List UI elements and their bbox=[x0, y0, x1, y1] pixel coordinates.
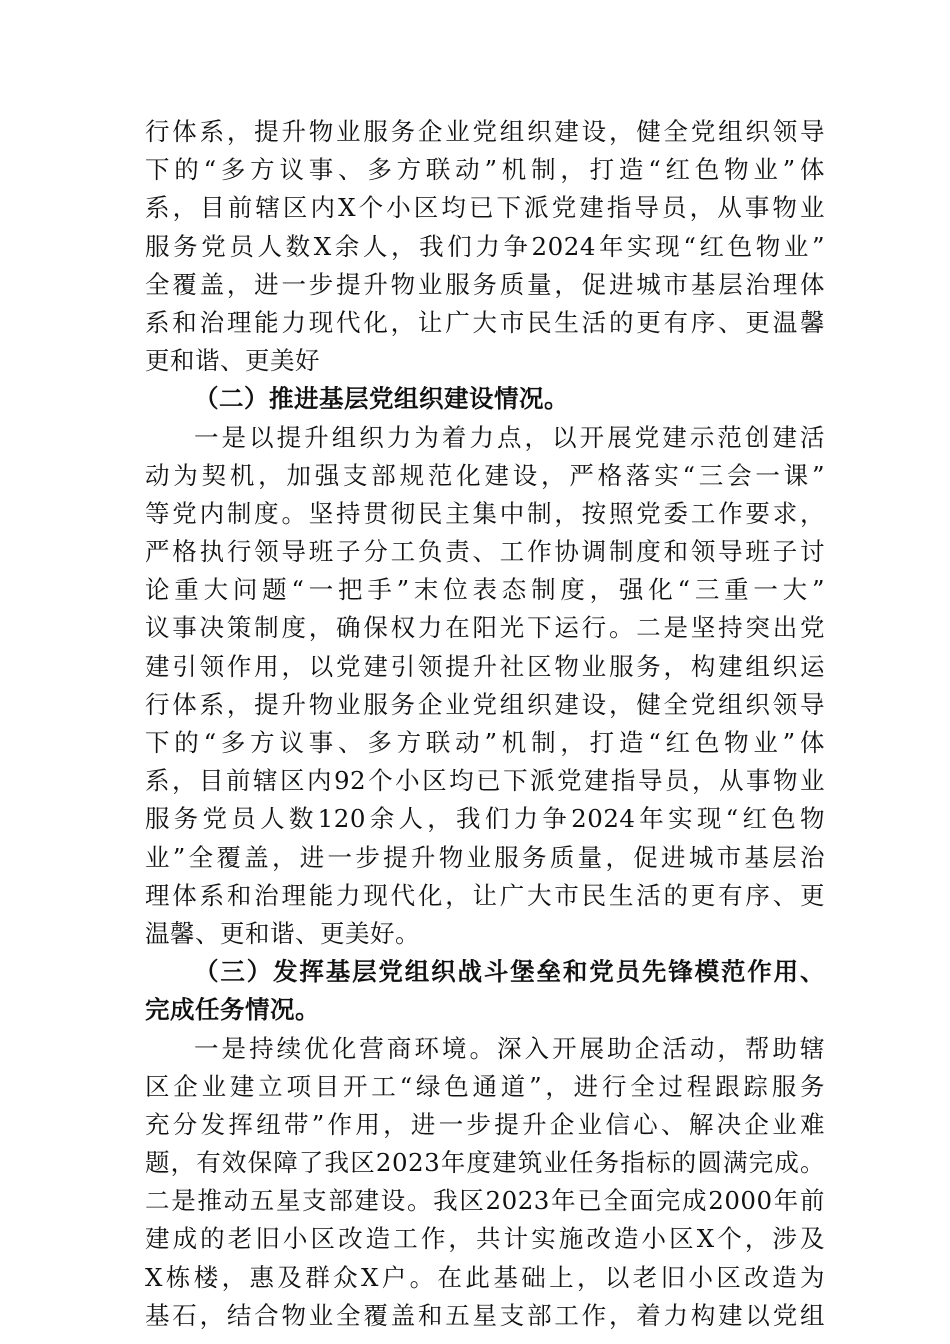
text-line: 基石，结合物业全覆盖和五星支部工作，着力构建以党组 bbox=[145, 1300, 825, 1330]
text-line: 一是以提升组织力为着力点，以开展党建示范创建活 bbox=[194, 422, 825, 452]
text-line: 业”全覆盖，进一步提升物业服务质量，促进城市基层治 bbox=[145, 842, 825, 872]
text-line: 温馨、更和谐、更美好。 bbox=[145, 918, 420, 948]
text-line: 行体系，提升物业服务企业党组织建设，健全党组织领导 bbox=[145, 117, 825, 146]
text-line: 议事决策制度，确保权力在阳光下运行。二是坚持突出党 bbox=[145, 613, 825, 643]
text-line: 一是持续优化营商环境。深入开展助企活动，帮助辖 bbox=[194, 1033, 825, 1063]
text-line: 动为契机，加强支部规范化建设，严格落实“三会一课” bbox=[145, 460, 825, 490]
section-heading: （三）发挥基层党组织战斗堡垒和党员先锋模范作用、 bbox=[194, 957, 825, 987]
text-line: 下的“多方议事、多方联动”机制，打造“红色物业”体 bbox=[145, 728, 825, 757]
text-line: 行体系，提升物业服务企业党组织建设，健全党组织领导 bbox=[145, 689, 825, 719]
text-line: 区企业建立项目开工“绿色通道”，进行全过程跟踪服务 bbox=[145, 1071, 825, 1101]
text-line: 建引领作用，以党建引领提升社区物业服务，构建组织运 bbox=[145, 651, 825, 681]
text-line: X栋楼，惠及群众X户。在此基础上，以老旧小区改造为 bbox=[145, 1262, 825, 1292]
text-line: 服务党员人数120余人，我们力争2024年实现“红色物 bbox=[145, 804, 825, 834]
text-line: 建成的老旧小区改造工作，共计实施改造小区X个，涉及 bbox=[145, 1224, 825, 1254]
text-line: 服务党员人数X余人，我们力争2024年实现“红色物业” bbox=[145, 231, 825, 261]
text-line: 系和治理能力现代化，让广大市民生活的更有序、更温馨 bbox=[145, 307, 825, 337]
text-line: 更和谐、更美好 bbox=[145, 346, 320, 376]
text-line: 下的“多方议事、多方联动”机制，打造“红色物业”体 bbox=[145, 155, 825, 185]
document-body bbox=[145, 113, 825, 1335]
section-heading: （二）推进基层党组织建设情况。 bbox=[194, 384, 569, 414]
text-line: 系，目前辖区内92个小区均已下派党建指导员，从事物业 bbox=[145, 766, 825, 796]
text-line: 充分发挥纽带”作用，进一步提升企业信心、解决企业难 bbox=[145, 1109, 825, 1139]
section-heading: 完成任务情况。 bbox=[145, 995, 320, 1025]
text-line: 全覆盖，进一步提升物业服务质量，促进城市基层治理体 bbox=[145, 269, 825, 299]
text-line: 严格执行领导班子分工负责、工作协调制度和领导班子讨 bbox=[145, 537, 825, 567]
text-line: 题，有效保障了我区2023年度建筑业任务指标的圆满完成。 bbox=[145, 1148, 825, 1178]
text-line: 理体系和治理能力现代化，让广大市民生活的更有序、更 bbox=[145, 880, 825, 910]
text-line: 论重大问题“一把手”末位表态制度，强化“三重一大” bbox=[145, 575, 825, 605]
text-line: 系，目前辖区内X个小区均已下派党建指导员，从事物业 bbox=[145, 193, 825, 223]
text-line: 等党内制度。坚持贯彻民主集中制，按照党委工作要求， bbox=[145, 498, 825, 528]
text-line: 二是推动五星支部建设。我区2023年已全面完成2000年前 bbox=[145, 1186, 825, 1216]
